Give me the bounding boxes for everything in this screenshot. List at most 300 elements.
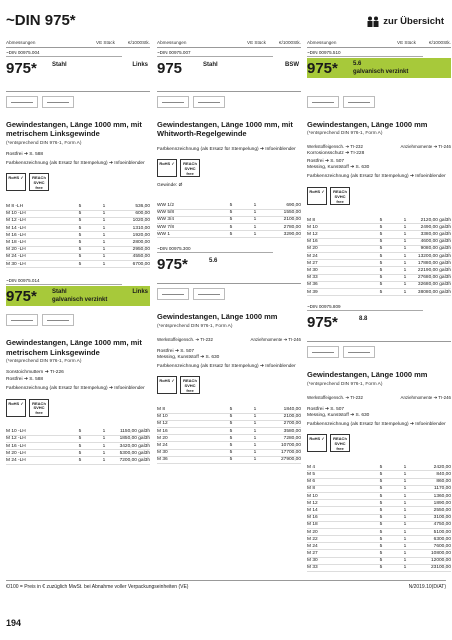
ve-cell: 5 <box>217 413 245 420</box>
overview-label: zur Übersicht <box>383 16 444 27</box>
ve-cell: 5 <box>66 210 94 217</box>
reach-badge: REACh SVHC free <box>29 399 49 417</box>
table-row <box>307 492 451 499</box>
reference-link[interactable]: Werkstoffeigensch. ➜ TI-232 <box>307 144 363 150</box>
ve-cell: 5 <box>367 274 395 281</box>
price-cell: 17880,00 gal3h <box>415 260 451 267</box>
unit-cell: 1 <box>395 224 415 231</box>
unit-cell: 1 <box>395 464 415 471</box>
ve-cell: 5 <box>367 217 395 224</box>
size-cell: M 12 -LH <box>6 435 66 442</box>
column-2: Abmessungen VE Stück €/1000Stk. ~DIN 00975.007 975 Stahl BSW Gewindestangen, Länge 1000 mm, mit Whitworth-Regelgewinde Farbkennzeichnung (als Ersatz für Stempelung) ➜ Infoeinblender RoHS ✓ REACh SVHC free Gewinde: Ø WW 1/2 5 1 690,00 WW 5/8 5 1 1550,00 WW 3/4 5 1 2100,00 WW 7/8 5 1 2780,00 WW 1 5 1 3290,00 ~DIN 00975.300 975* 5.6 Gewindestangen, Länge 1000 mm (*entsprechend DIN 976-1, Form A) Werkstoffeigensch. ➜ TI-232 Anziehmomente ➜ TI-246 Rostfrei ➜ S. 507 Messing, Kunststoff ➜ S. 630 Farbkennzeichnung (als Ersatz für Stempelung) ➜ Infoeinblender RoHS ✓ REACh SVHC free M 8 5 1 1840,00 M 10 5 1 2100,00 M 12 5 1 2700,00 M 16 5 1 3580,00 M 20 5 1 7280,00 M 24 5 1 10700,00 M 30 5 1 17700,00 M 36 5 1 27900,00 <box>157 40 301 463</box>
size-cell: M 24 -LH <box>6 253 66 260</box>
column-header: Abmessungen VE Stück €/1000Stk. <box>6 38 150 48</box>
size-cell: M 24 <box>307 543 367 550</box>
table-row <box>6 239 150 246</box>
ve-cell: 5 <box>367 281 395 288</box>
ve-cell: 5 <box>367 564 395 571</box>
size-cell: M 20 <box>157 435 217 442</box>
product-highlight: 975* 5.6 galvanisch verzinkt <box>307 58 451 78</box>
price-cell: 3580,00 <box>265 428 301 435</box>
price-cell: 10700,00 <box>265 442 301 449</box>
size-cell: M 10 <box>157 413 217 420</box>
product-header: ~DIN 00975.014 975* Stahl galvanisch verzinkt Links <box>6 278 148 306</box>
size-cell: M 39 <box>307 288 367 295</box>
size-cell: M 30 <box>307 267 367 274</box>
overview-link[interactable] <box>366 16 444 27</box>
ve-cell: 5 <box>66 260 94 267</box>
price-cell: 27900,00 <box>265 456 301 463</box>
table-row <box>157 413 301 420</box>
product-thumbnails <box>307 346 451 360</box>
column-header: Abmessungen VE Stück €/1000Stk. <box>307 38 451 48</box>
compliance-badges <box>307 187 451 205</box>
price-cell: 4600,00 gal3h <box>415 238 451 245</box>
price-cell: 27680,00 gal3h <box>415 274 451 281</box>
compliance-badges <box>6 173 150 191</box>
unit-cell: 1 <box>245 435 265 442</box>
unit-cell: 1 <box>395 485 415 492</box>
size-cell: M 12 -LH <box>6 217 66 224</box>
table-row <box>157 456 301 463</box>
page-footer <box>6 580 446 590</box>
reference-link[interactable]: Sonstoichmuttern ➜ TI-226 <box>6 369 64 375</box>
size-cell: M 8 <box>307 485 367 492</box>
reference-link[interactable]: Anziehmomente ➜ TI-246 <box>400 394 451 400</box>
size-cell: M 18 -LH <box>6 239 66 246</box>
table-row <box>6 246 150 253</box>
price-cell: 2420,00 <box>415 464 451 471</box>
unit-cell: 1 <box>94 239 114 246</box>
size-cell: M 24 -LH <box>6 457 66 464</box>
section-title: Gewindestangen, Länge 1000 mm <box>157 312 278 322</box>
reach-badge: REACh SVHC free <box>330 434 350 452</box>
price-cell: 2800,00 <box>114 239 150 246</box>
table-row <box>6 457 150 464</box>
price-cell: 5300,00 gal3h <box>114 450 150 457</box>
price-cell: 3100,00 <box>415 514 451 521</box>
price-cell: 2100,00 <box>265 216 301 223</box>
price-cell: 7280,00 <box>265 435 301 442</box>
reference-link[interactable]: Korrosionsschutz ➜ TI-228 <box>307 151 365 157</box>
price-cell: 17700,00 <box>265 449 301 456</box>
section-title: Gewindestangen, Länge 1000 mm <box>307 370 428 380</box>
ve-cell: 5 <box>367 245 395 252</box>
price-cell: 22190,00 gal3h <box>415 267 451 274</box>
price-cell: 2100,00 <box>265 413 301 420</box>
unit-cell: 1 <box>94 260 114 267</box>
ve-cell: 5 <box>367 267 395 274</box>
price-cell: 2550,00 <box>415 507 451 514</box>
ve-cell: 5 <box>66 435 94 442</box>
rohs-badge: RoHS ✓ <box>307 434 327 452</box>
unit-cell: 1 <box>94 450 114 457</box>
price-cell: 2120,00 gal3h <box>415 217 451 224</box>
compliance-badges <box>307 434 451 452</box>
ve-cell: 5 <box>367 557 395 564</box>
price-cell: 7200,00 gal3h <box>114 457 150 464</box>
size-cell: M 14 -LH <box>6 225 66 232</box>
unit-cell: 1 <box>94 203 114 210</box>
ve-cell: 5 <box>367 485 395 492</box>
size-cell: M 12 <box>307 231 367 238</box>
people-icon <box>366 16 380 27</box>
size-cell: M 18 <box>307 521 367 528</box>
reference-link[interactable]: Messing, Kunststoff ➜ S. 630 <box>157 354 220 360</box>
column-1: Abmessungen VE Stück €/1000Stk. ~DIN 00975.004 975* Stahl Links Gewindestangen, Länge 1000 mm, mit metrischem Linksgewinde (*entsprechend DIN 976-1, Form A) Rostfrei ➜ S. 588 Farbkennzeichnung (als Ersatz für Stempelung) ➜ Infoeinblender RoHS ✓ REACh SVHC free M 8 -LH 5 1 536,00 M 10 -LH 5 1 600,00 M 12 -LH 5 1 1020,00 M 14 -LH 5 1 1310,00 M 16 -LH 5 1 1920,00 M 18 -LH 5 1 2800,00 M 20 -LH 5 1 2950,00 M 24 -LH 5 1 4550,00 M 30 -LH 5 1 6700,00 ~DIN 00975.014 975* Stahl galvanisch verzinkt Links Gewindestangen, Länge 1000 mm, mit metrischem Linksgewinde (*entsprechend DIN 976-1, Form A) Sonstoichmuttern ➜ TI-226 Rostfrei ➜ S. 588 Farbkennzeichnung (als Ersatz für Stempelung) ➜ Infoeinblender RoHS ✓ REACh SVHC free M 10 -LH 5 1 1150,00 gal3h M 12 -LH 5 1 1850,00 gal3h M 16 -LH 5 1 3420,00 gal3h M 20 -LH 5 1 5300,00 gal3h M 24 -LH 5 1 7200,00 gal3h <box>6 40 150 463</box>
price-cell: 7600,00 <box>415 543 451 550</box>
price-cell: 4550,00 <box>114 253 150 260</box>
table-row <box>307 267 451 274</box>
price-cell: 1890,00 <box>415 500 451 507</box>
price-cell: 600,00 <box>114 210 150 217</box>
ve-cell: 5 <box>367 550 395 557</box>
product-number: 975* <box>157 256 188 274</box>
table-row <box>307 528 451 535</box>
size-cell: M 8 <box>307 217 367 224</box>
table-row <box>157 209 301 216</box>
ve-cell: 5 <box>367 224 395 231</box>
ve-cell: 5 <box>367 514 395 521</box>
compliance-badges <box>6 399 150 417</box>
price-cell: 1360,00 <box>415 492 451 499</box>
unit-cell: 1 <box>94 246 114 253</box>
unit-cell: 1 <box>395 521 415 528</box>
price-cell: 38080,00 gal3h <box>415 288 451 295</box>
price-cell: 6700,00 <box>114 260 150 267</box>
table-row <box>6 429 150 436</box>
size-cell: M 10 <box>307 492 367 499</box>
unit-cell: 1 <box>94 217 114 224</box>
table-row <box>6 225 150 232</box>
ve-cell: 5 <box>66 442 94 449</box>
size-cell: WW 7/8 <box>157 224 217 231</box>
ve-cell: 5 <box>367 492 395 499</box>
size-cell: M 24 <box>307 253 367 260</box>
unit-cell: 1 <box>245 406 265 413</box>
page-title: ~DIN 975* <box>6 12 76 29</box>
page-header <box>0 0 452 36</box>
ve-cell: 5 <box>217 449 245 456</box>
unit-cell: 1 <box>395 514 415 521</box>
table-row <box>307 514 451 521</box>
ve-cell: 5 <box>217 420 245 427</box>
size-cell: M 30 <box>157 449 217 456</box>
price-table <box>6 429 150 465</box>
size-cell: M 12 <box>307 500 367 507</box>
unit-cell: 1 <box>94 225 114 232</box>
ve-cell: 5 <box>367 238 395 245</box>
price-cell: 3420,00 gal3h <box>114 442 150 449</box>
unit-cell: 1 <box>94 429 114 436</box>
reference-link[interactable]: Rostfrei ➜ S. 507 <box>157 348 195 354</box>
ve-cell: 5 <box>217 442 245 449</box>
table-row <box>307 281 451 288</box>
price-cell: 840,00 <box>415 471 451 478</box>
table-row <box>6 260 150 267</box>
ve-cell: 5 <box>66 239 94 246</box>
table-row <box>157 420 301 427</box>
price-cell: 10800,00 <box>415 550 451 557</box>
unit-cell: 1 <box>395 231 415 238</box>
table-row <box>307 253 451 260</box>
reach-badge: REACh SVHC free <box>330 187 350 205</box>
size-cell: M 33 <box>307 274 367 281</box>
size-cell: M 30 -LH <box>6 260 66 267</box>
unit-cell: 1 <box>395 543 415 550</box>
ve-cell: 5 <box>367 260 395 267</box>
table-row <box>157 224 301 231</box>
size-cell: M 20 <box>307 528 367 535</box>
ve-cell: 5 <box>367 288 395 295</box>
table-row <box>307 224 451 231</box>
unit-cell: 1 <box>395 281 415 288</box>
size-cell: M 27 <box>307 260 367 267</box>
product-header: ~DIN 00975.510 975* 5.6 galvanisch verzinkt <box>307 48 451 82</box>
size-cell: M 24 <box>157 442 217 449</box>
ve-cell: 5 <box>217 231 245 238</box>
size-cell: M 4 <box>307 464 367 471</box>
unit-cell: 1 <box>395 478 415 485</box>
unit-cell: 1 <box>245 420 265 427</box>
table-row <box>157 406 301 413</box>
size-cell: M 6 <box>307 478 367 485</box>
reference-link[interactable]: Anziehmomente ➜ TI-246 <box>250 336 301 342</box>
price-cell: 1170,00 <box>415 485 451 492</box>
size-cell: M 8 -LH <box>6 203 66 210</box>
ve-cell: 5 <box>367 507 395 514</box>
table-row <box>157 435 301 442</box>
product-number: 975 <box>157 60 183 77</box>
unit-cell: 1 <box>245 224 265 231</box>
reference-link[interactable]: Rostfrei ➜ S. 588 <box>6 151 44 157</box>
table-row <box>307 564 451 571</box>
section-title: Gewindestangen, Länge 1000 mm, mit Whitworth-Regelgewinde <box>157 120 293 139</box>
product-thumbnails <box>307 96 451 110</box>
price-cell: 4750,00 <box>415 521 451 528</box>
ve-cell: 5 <box>66 232 94 239</box>
price-cell: 1310,00 <box>114 225 150 232</box>
product-number: 975* <box>307 314 338 332</box>
table-row <box>307 478 451 485</box>
reference-link[interactable]: Anziehmomente ➜ TI-246 <box>400 144 451 150</box>
table-row <box>307 500 451 507</box>
price-cell: 3380,00 gal3h <box>415 231 451 238</box>
section-title: Gewindestangen, Länge 1000 mm, mit metrischem Linksgewinde <box>6 338 142 357</box>
unit-cell: 1 <box>245 413 265 420</box>
reference-link[interactable]: Messing, Kunststoff ➜ S. 630 <box>307 165 370 171</box>
ve-cell: 5 <box>217 428 245 435</box>
ve-cell: 5 <box>217 216 245 223</box>
size-cell: M 36 <box>157 456 217 463</box>
ve-cell: 5 <box>66 217 94 224</box>
ve-cell: 5 <box>367 471 395 478</box>
size-cell: M 36 <box>307 281 367 288</box>
unit-cell: 1 <box>395 550 415 557</box>
table-row <box>307 550 451 557</box>
price-cell: 1840,00 <box>265 406 301 413</box>
size-cell: M 14 <box>307 507 367 514</box>
price-cell: 12000,00 <box>415 557 451 564</box>
unit-cell: 1 <box>94 442 114 449</box>
ve-cell: 5 <box>367 253 395 260</box>
table-row <box>307 274 451 281</box>
reference-link[interactable]: Rostfrei ➜ S. 588 <box>6 376 44 382</box>
unit-cell: 1 <box>395 245 415 252</box>
product-header: ~DIN 00975.004 975* Stahl Links <box>6 48 150 92</box>
table-row <box>307 217 451 224</box>
unit-cell: 1 <box>94 457 114 464</box>
rohs-badge: RoHS ✓ <box>307 187 327 205</box>
size-cell: M 8 <box>157 406 217 413</box>
reach-badge: REACh SVHC free <box>180 376 200 394</box>
price-footnote: €/100 = Preis in € zuzüglich MwSt. bei Abnahme voller Verpackungseinheiten (VE) <box>6 584 189 590</box>
size-cell: M 22 <box>307 536 367 543</box>
compliance-badges <box>157 376 301 394</box>
table-row <box>307 557 451 564</box>
unit-cell: 1 <box>245 428 265 435</box>
rohs-badge: RoHS ✓ <box>6 173 26 191</box>
ve-cell: 5 <box>66 203 94 210</box>
reference-link[interactable]: Messing, Kunststoff ➜ S. 630 <box>307 412 370 418</box>
price-cell: 690,00 <box>265 202 301 209</box>
unit-cell: 1 <box>395 471 415 478</box>
size-cell: M 30 <box>307 557 367 564</box>
size-cell: M 16 -LH <box>6 442 66 449</box>
table-row <box>307 260 451 267</box>
size-cell: M 20 -LH <box>6 450 66 457</box>
unit-cell: 1 <box>395 260 415 267</box>
price-cell: 1850,00 gal3h <box>114 435 150 442</box>
reference-link[interactable]: Rostfrei ➜ S. 507 <box>307 159 345 165</box>
table-row <box>157 428 301 435</box>
unit-cell: 1 <box>395 500 415 507</box>
ve-cell: 5 <box>367 521 395 528</box>
rohs-badge: RoHS ✓ <box>157 159 177 177</box>
table-row <box>6 450 150 457</box>
unit-cell: 1 <box>245 442 265 449</box>
ve-cell: 5 <box>367 478 395 485</box>
table-row <box>6 217 150 224</box>
table-row <box>157 216 301 223</box>
size-cell: M 16 -LH <box>6 232 66 239</box>
price-table <box>157 406 301 464</box>
table-row <box>6 232 150 239</box>
size-cell: M 10 -LH <box>6 210 66 217</box>
size-cell: M 33 <box>307 564 367 571</box>
table-row <box>157 449 301 456</box>
price-cell: 2780,00 <box>265 224 301 231</box>
product-header: ~DIN 00975.300 975* 5.6 <box>157 244 301 284</box>
page-number: 194 <box>6 618 22 628</box>
table-row <box>307 536 451 543</box>
table-row <box>307 464 451 471</box>
unit-cell: 1 <box>94 232 114 239</box>
unit-cell: 1 <box>245 216 265 223</box>
product-thumbnails <box>6 314 150 328</box>
ve-cell: 5 <box>66 225 94 232</box>
size-cell: M 27 <box>307 550 367 557</box>
unit-cell: 1 <box>395 536 415 543</box>
ve-cell: 5 <box>217 224 245 231</box>
size-cell: M 10 -LH <box>6 429 66 436</box>
table-row <box>6 435 150 442</box>
compliance-badges <box>157 159 301 177</box>
unit-cell: 1 <box>245 449 265 456</box>
price-table <box>157 202 301 238</box>
rohs-badge: RoHS ✓ <box>157 376 177 394</box>
unit-cell: 1 <box>395 528 415 535</box>
size-cell: M 10 <box>307 224 367 231</box>
ve-cell: 5 <box>66 246 94 253</box>
ve-cell: 5 <box>367 543 395 550</box>
product-highlight: 975* Stahl galvanisch verzinkt Links <box>6 288 148 306</box>
unit-cell: 1 <box>94 210 114 217</box>
unit-cell: 1 <box>395 267 415 274</box>
ve-cell: 5 <box>367 536 395 543</box>
table-row <box>307 485 451 492</box>
table-row <box>157 442 301 449</box>
price-table <box>6 203 150 268</box>
section-title: Gewindestangen, Länge 1000 mm <box>307 120 428 129</box>
size-cell: WW 1/2 <box>157 202 217 209</box>
table-row <box>307 288 451 295</box>
table-row <box>157 202 301 209</box>
product-number: 975* <box>6 60 37 77</box>
reach-badge: REACh SVHC free <box>180 159 200 177</box>
size-cell: M 12 <box>157 420 217 427</box>
price-cell: 1020,00 <box>114 217 150 224</box>
price-cell: 1920,00 <box>114 232 150 239</box>
unit-cell: 1 <box>395 253 415 260</box>
section-title: Gewindestangen, Länge 1000 mm, mit metrischem Linksgewinde <box>6 120 142 139</box>
unit-cell: 1 <box>395 238 415 245</box>
reference-link[interactable]: Werkstoffeigensch. ➜ TI-232 <box>307 394 363 400</box>
reach-badge: REACh SVHC free <box>29 173 49 191</box>
reference-link[interactable]: Werkstoffeigensch. ➜ TI-232 <box>157 336 213 342</box>
price-table <box>307 217 451 296</box>
unit-cell: 1 <box>395 274 415 281</box>
price-cell: 1150,00 gal3h <box>114 429 150 436</box>
rohs-badge: RoHS ✓ <box>6 399 26 417</box>
price-cell: 2490,00 gal3h <box>415 224 451 231</box>
price-cell: 860,00 <box>415 478 451 485</box>
price-cell: 1550,00 <box>265 209 301 216</box>
table-row <box>307 471 451 478</box>
unit-cell: 1 <box>395 492 415 499</box>
reference-link[interactable]: Rostfrei ➜ S. 507 <box>307 406 345 412</box>
ve-cell: 5 <box>217 406 245 413</box>
ve-cell: 5 <box>66 429 94 436</box>
price-cell: 2950,00 <box>114 246 150 253</box>
price-cell: 3290,00 <box>265 231 301 238</box>
ve-cell: 5 <box>66 253 94 260</box>
size-cell: M 16 <box>307 514 367 521</box>
column-header: Abmessungen VE Stück €/1000Stk. <box>157 38 301 48</box>
unit-cell: 1 <box>245 231 265 238</box>
product-thumbnails <box>157 96 301 110</box>
ve-cell: 5 <box>66 457 94 464</box>
unit-cell: 1 <box>395 564 415 571</box>
unit-cell: 1 <box>395 217 415 224</box>
table-row <box>307 231 451 238</box>
table-row <box>307 238 451 245</box>
product-thumbnails <box>157 288 301 302</box>
unit-cell: 1 <box>94 253 114 260</box>
price-cell: 32680,00 gal3h <box>415 281 451 288</box>
price-cell: 2700,00 <box>265 420 301 427</box>
size-cell: WW 5/8 <box>157 209 217 216</box>
